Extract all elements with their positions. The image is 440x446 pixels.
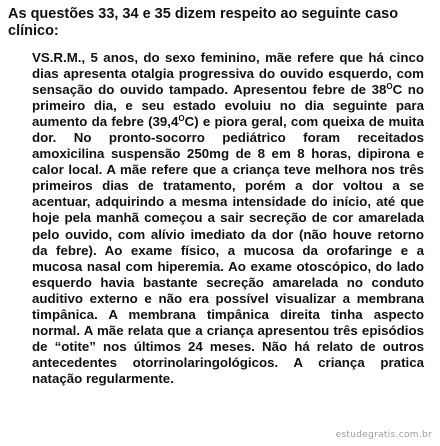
case-text-part-3: C) e piora geral, com queixa de muita dor. No pronto-socorro pediátrico foram receitados amoxicilina suspensão 250mg de 8 em 8 horas, dipirona e calor local. A mãe refere que a criança teve melhora nos três primeiros dias de tratamento, porém a dor voltou a se acentuar, adquirindo a mesma intensidade do início, até que hoje pela manhã começou a sair secreção de cor amarelada pelo ouvido, com alívio imediato da dor (não houve retorno da febre). Ao exame físico, a mucosa da orofaringe e a mucosa nasal com hiperemia. Ao exame otoscópico, do lado esquerdo havia bastante secreção amarelada no conduto auditivo externo e não era possível visualizar a membrana timpânica. A membrana timpânica direita tinha aspecto normal. A mãe relata que a criança apresentou três episódios de “otite” nos últimos 24 meses. Não há relato de outros antecedentes otorrinolaringológicos. A criança pratica natação regularmente. [32, 114, 424, 386]
degree-symbol: O [178, 114, 185, 124]
clinical-case-text [32, 50, 424, 387]
watermark: estudegratis.com.br [335, 430, 432, 440]
case-text-part-1: VS.R.M., 5 anos, do sexo feminino, mãe refere que há cinco dias apresenta otalgia progressiva do ouvido esquerdo, com sensação do ouvido tampado. Apresentou febre de 38 [32, 50, 424, 98]
case-text-part-2: C no primeiro dia, e seu estado evoluiu no dia seguinte para aumento da febre (39,4 [32, 82, 425, 130]
question-heading: As questões 33, 34 e 35 dizem respeito ao seguinte caso clínico: [8, 6, 399, 39]
degree-symbol: O [386, 82, 393, 92]
